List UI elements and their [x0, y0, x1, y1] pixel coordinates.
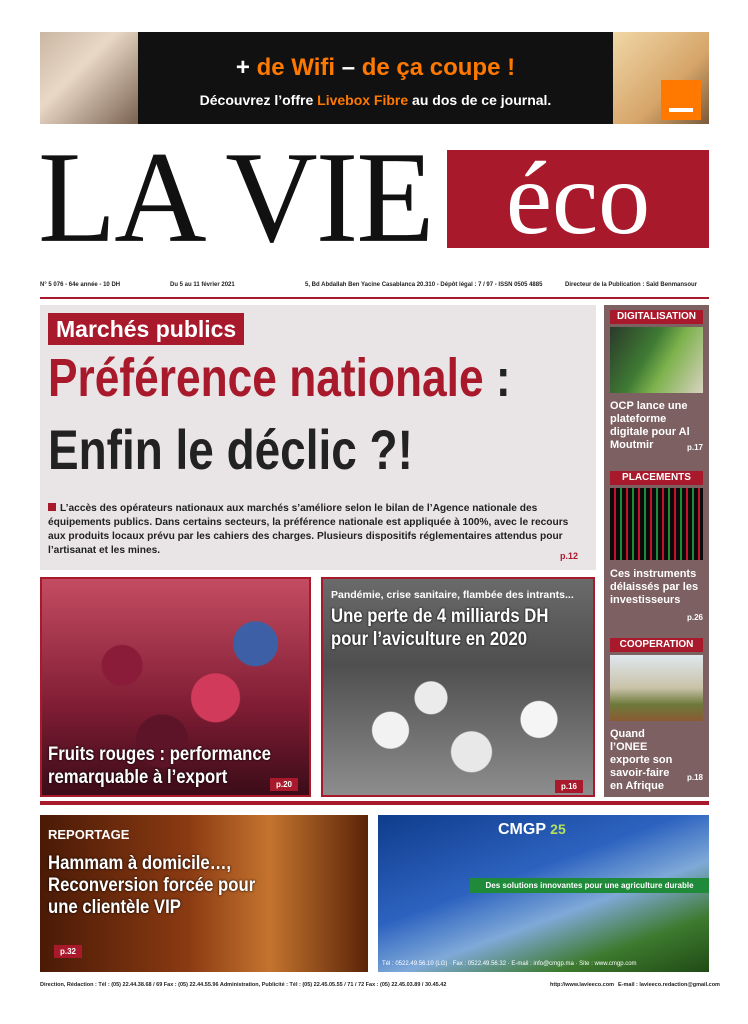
cmgp-logo: CMGP 25 [498, 821, 566, 838]
cmgp-ad[interactable] [378, 815, 709, 972]
sidebar-page-ref: p.17 [686, 443, 703, 452]
sidebar-section-cooperation: COOPERATION [610, 638, 703, 652]
main-kicker: Marchés publics [48, 313, 244, 345]
footer-contacts: Direction, Rédaction : Tél : (05) 22.44.38.68 / 69 Fax : (05) 22.44.55.96 Administration, Publicité : Tél : (05) 22.45.05.55 / 71 / 72 Fax : (05) 22.45.03.89 / 30.45.42 [40, 982, 447, 988]
reportage-kicker: REPORTAGE [48, 827, 130, 842]
sidebar-item-onee[interactable]: Quand l’ONEE exporte son savoir-faire en Afrique [610, 728, 673, 792]
publisher-address: 5, Bd Abdallah Ben Yacine Casablanca 20.310 - Dépôt légal : 7 / 97 - ISSN 0505 4885 [305, 282, 543, 288]
footer-site-link[interactable]: http://www.lavieeco.com [550, 982, 614, 988]
banner-subline: Découvrez l’offre Livebox Fibre au dos de ce journal. [199, 92, 552, 108]
issue-date: Du 5 au 11 février 2021 [170, 282, 235, 288]
masthead-la-vie: LA VIE [38, 124, 433, 270]
fruits-caption: Fruits rouges : performance remarquable à l’export [48, 744, 271, 788]
bullet-icon [48, 503, 56, 511]
cmgp-contact: Tél : 0522.49.56.10 (LG) · Fax : 0522.49.56.32 · E-mail : info@cmgp.ma · Site : www.cmgp.com [382, 961, 637, 967]
masthead-eco: éco [447, 150, 709, 248]
sidebar-item-ocp[interactable]: OCP lance une plateforme digitale pour Al Moutmir [610, 400, 690, 451]
poultry-kicker: Pandémie, crise sanitaire, flambée des intrants... [331, 589, 574, 601]
sidebar-photo-farmers [610, 327, 703, 393]
banner-headline: + de Wifi – de ça coupe ! [235, 54, 516, 81]
sidebar-item-placements[interactable]: Ces instruments délaissés par les investisseurs [610, 568, 699, 606]
sidebar-section-placements: PLACEMENTS [610, 471, 703, 485]
issue-info-bar [40, 277, 709, 299]
sidebar-page-ref: p.26 [686, 613, 703, 622]
banner-ad[interactable] [40, 32, 709, 124]
orange-logo-icon [661, 80, 701, 120]
sidebar-section-digitalisation: DIGITALISATION [610, 310, 703, 324]
sidebar-photo-power-lines [610, 655, 703, 721]
poultry-headline: Une perte de 4 milliards DH pour l’aviculture en 2020 [331, 606, 549, 650]
reportage-headline: Hammam à domicile…, Reconversion forcée pour une clientèle VIP [48, 853, 256, 918]
sidebar [604, 305, 709, 797]
sidebar-page-ref: p.18 [686, 773, 703, 782]
reportage-page-ref: p.32 [54, 945, 82, 958]
fruits-page-ref: p.20 [270, 778, 298, 791]
main-lede: L’accès des opérateurs nationaux aux marchés s’améliore selon le bilan de l’Agence nationale des équipements publics. Dans certains secteurs, la préférence nationale est appliquée à 100%, avec le recours aux produits locaux prévu par les cahiers des charges. Plusieurs dispositifs réglementaires attendus pour l’artisanat et les mines. [48, 503, 569, 556]
main-page-ref: p.12 [560, 551, 579, 561]
banner-photo-woman [40, 32, 138, 124]
story-fruits-rouges[interactable] [40, 577, 311, 797]
main-headline-line1: Préférence nationale : [48, 348, 511, 408]
issue-number: N° 5 076 - 64e année - 10 DH [40, 282, 121, 288]
footer-email[interactable]: E-mail : lavieeco.redaction@gmail.com [618, 982, 720, 988]
cmgp-tagline: Des solutions innovantes pour une agriculture durable [470, 878, 709, 893]
poultry-page-ref: p.16 [555, 780, 583, 793]
main-headline-line2: Enfin le déclic ?! [48, 418, 413, 481]
section-divider [40, 801, 709, 805]
publication-director: Directeur de la Publication : Saïd Benmansour [565, 282, 698, 288]
sidebar-photo-stock-board [610, 488, 703, 560]
story-reportage[interactable] [40, 815, 368, 972]
story-aviculture[interactable] [321, 577, 595, 797]
